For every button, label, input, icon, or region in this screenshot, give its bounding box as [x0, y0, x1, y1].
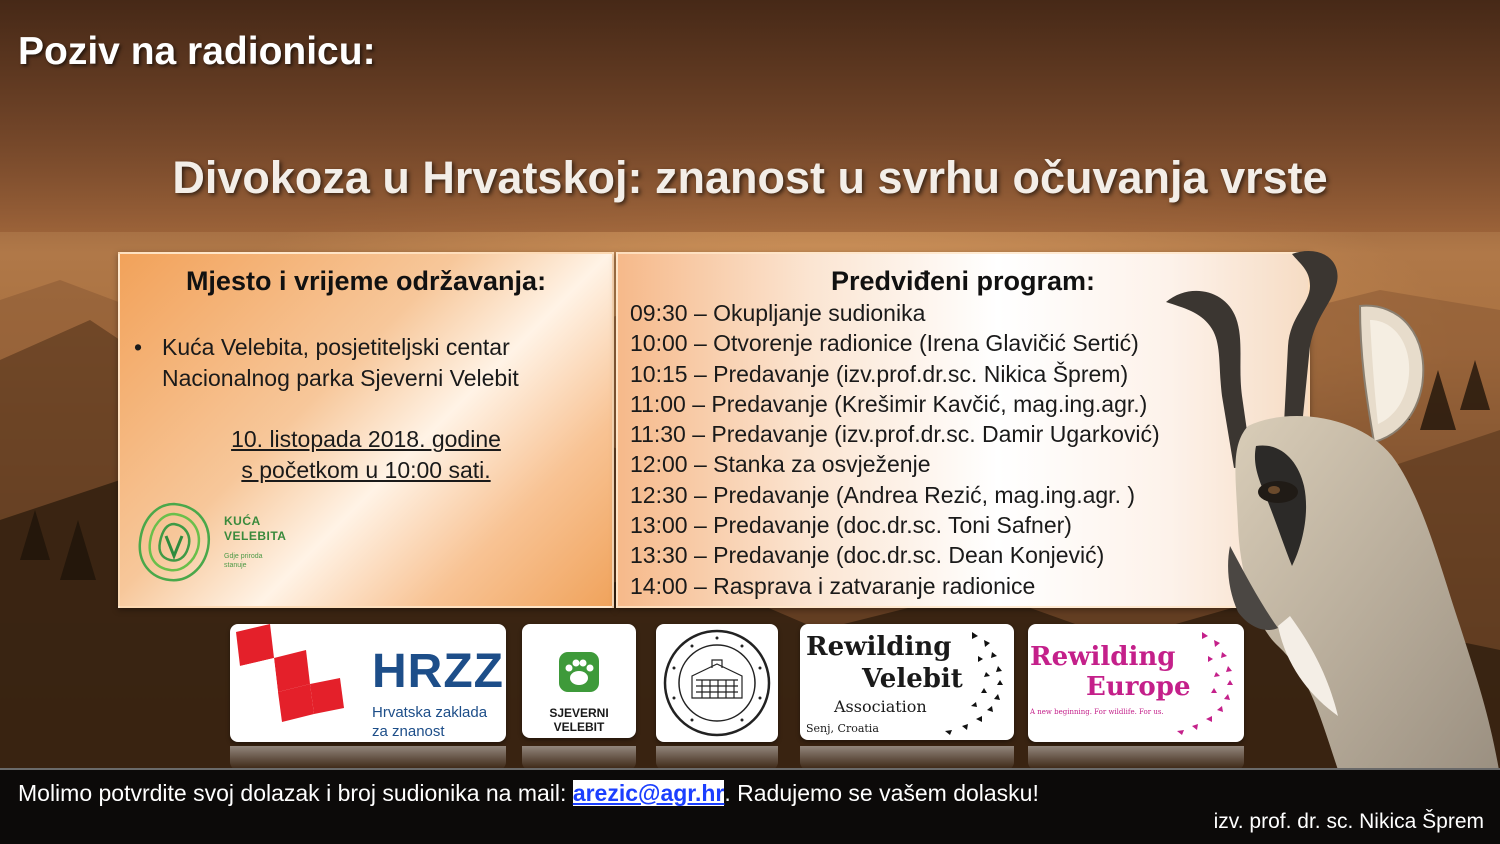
kuca-tagline-line-2: stanuje: [224, 562, 247, 569]
program-title: Predviđeni program:: [830, 266, 1096, 296]
hrzz-wordmark: HRZZ: [372, 645, 504, 698]
program-item: 14:00 – Rasprava i zatvaranje radionice: [630, 572, 1036, 599]
hrzz-subtitle-2: za znanost: [372, 723, 445, 740]
program-item: 12:30 – Predavanje (Andrea Rezić, mag.ing.agr. ): [630, 481, 1136, 508]
program-item: 11:30 – Predavanje (izv.prof.dr.sc. Damir Ugarković): [630, 421, 1160, 448]
kuca-wordmark-line-2: VELEBITA: [224, 529, 287, 543]
butterfly-swirl-icon: [1172, 626, 1242, 736]
animal-swirl-icon: [932, 626, 1012, 736]
footer-bar: [0, 768, 1500, 844]
np-sjeverni-velebit-logo: [522, 624, 636, 738]
kuca-tagline-line-1: Gdje priroda: [224, 553, 263, 560]
hrzz-subtitle-1: Hrvatska zaklada: [372, 704, 488, 721]
university-logo-reflection: [656, 746, 778, 770]
date-line-1: 10. listopada 2018. godine: [231, 426, 501, 452]
rv-wordmark-line-3: Association: [834, 697, 927, 716]
university-seal-icon: [662, 628, 772, 738]
program-list: [630, 298, 1160, 601]
venue-location-text: Kuća Velebita, posjetiteljski centar Nacionalnog parka Sjeverni Velebit: [162, 334, 519, 391]
kuca-wordmark-line-1: KUĆA: [224, 514, 261, 528]
re-wordmark-line-1: Rewilding: [1030, 642, 1176, 672]
program-item: 13:00 – Predavanje (doc.dr.sc. Toni Safner): [630, 512, 1072, 539]
kuca-velebita-tagline: [224, 552, 263, 570]
rv-wordmark-line-2: Velebit: [862, 664, 963, 694]
program-item: 10:15 – Predavanje (izv.prof.dr.sc. Nikica Šprem): [630, 360, 1129, 387]
np-wordmark-line-1: SJEVERNI: [549, 706, 609, 720]
venue-title: Mjesto i vrijeme održavanja:: [185, 266, 547, 296]
footer-message: [18, 780, 1039, 807]
program-item: 09:30 – Okupljanje sudionika: [630, 300, 926, 326]
footer-text-after: . Radujemo se vašem dolasku!: [724, 780, 1039, 806]
kuca-velebita-logo-icon: [130, 498, 218, 586]
hrzz-logo-reflection: [230, 746, 506, 770]
rv-wordmark-line-1: Rewilding: [806, 632, 952, 662]
program-item: 10:00 – Otvorenje radionice (Irena Glavičić Sertić): [630, 330, 1139, 357]
bullet-icon: •: [134, 334, 143, 360]
date-line-2: s početkom u 10:00 sati.: [241, 457, 491, 483]
re-wordmark-line-2: Europe: [1086, 672, 1191, 702]
hrzz-logo: [230, 624, 506, 742]
hrzz-checker-icon: [230, 624, 360, 742]
rewilding-velebit-logo-reflection: [800, 746, 1014, 770]
np-logo-reflection: [522, 746, 636, 770]
rewilding-europe-logo: [1028, 624, 1244, 742]
venue-panel: [118, 252, 614, 608]
rewilding-velebit-logo: [800, 624, 1014, 740]
program-item: 13:30 – Predavanje (doc.dr.sc. Dean Konjević): [630, 542, 1105, 569]
email-link[interactable]: arezic@agr.hr: [572, 780, 725, 806]
paw-icon: [559, 652, 599, 692]
np-wordmark-line-2: VELEBIT: [553, 720, 605, 734]
program-item: 12:00 – Stanka za osvježenje: [630, 451, 931, 478]
program-item: 11:00 – Predavanje (Krešimir Kavčić, mag.ing.agr.): [630, 390, 1148, 417]
footer-author: izv. prof. dr. sc. Nikica Šprem: [1213, 810, 1484, 833]
partner-logos: [0, 624, 1500, 744]
rewilding-europe-logo-reflection: [1028, 746, 1244, 770]
kuca-velebita-wordmark: [224, 514, 286, 544]
workshop-title: Divokoza u Hrvatskoj: znanost u svrhu očuvanja vrste: [172, 152, 1328, 203]
footer-text-before: Molimo potvrdite svoj dolazak i broj sudionika na mail:: [18, 780, 573, 806]
invite-heading: Poziv na radionicu:: [18, 30, 376, 73]
venue-date: [120, 424, 612, 486]
university-zagreb-seal-logo: [656, 624, 778, 742]
rv-wordmark-line-4: Senj, Croatia: [806, 722, 879, 735]
re-tagline: A new beginning. For wildlife. For us.: [1030, 708, 1164, 716]
